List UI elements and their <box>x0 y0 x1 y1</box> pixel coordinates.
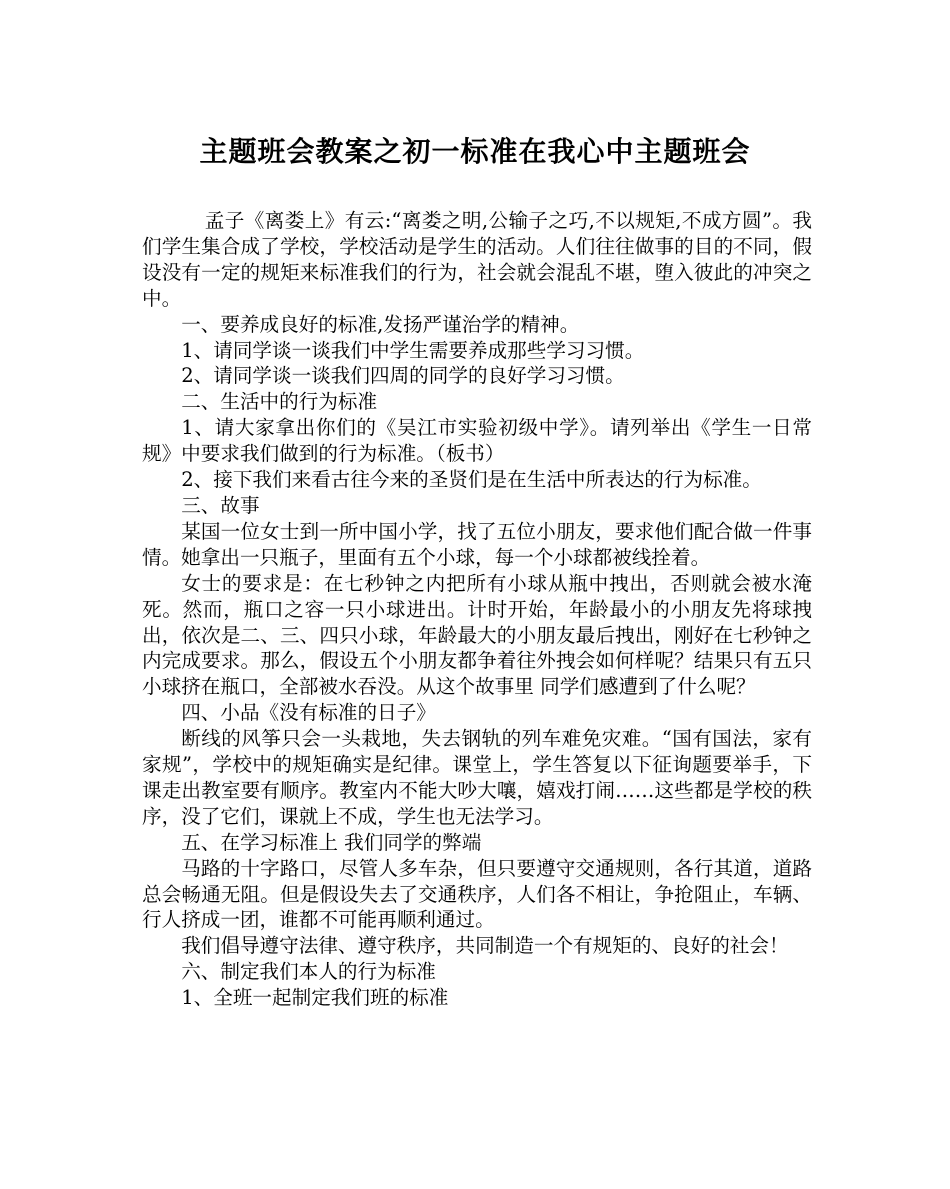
body-paragraph: 某国一位女士到一所中国小学，找了五位小朋友，要求他们配合做一件事情。她拿出一只瓶子，里面有五个小球，每一个小球都被线拴着。 <box>142 519 812 569</box>
document-title: 主题班会教案之初一标准在我心中主题班会 <box>199 135 751 168</box>
list-item: 1、请同学谈一谈我们中学生需要养成那些学习习惯。 <box>181 338 645 362</box>
section-heading-6: 六、制定我们本人的行为标准 <box>181 960 436 984</box>
body-paragraph: 断线的风筝只会一头栽地，失去钢轨的列车难免灾难。“国有国法，家有家规”，学校中的规矩确实是纪律。课堂上，学生答复以下征询题要举手，下课走出教室要有顺序。教室内不能大吵大嚷，嬉戏打闹……这些都是学校的秩序，没了它们，课就上不成，学生也无法学习。 <box>142 727 812 828</box>
section-heading-1: 一、要养成良好的标准,发扬严谨治学的精神。 <box>181 312 580 336</box>
list-item: 2、接下我们来看古往今来的圣贤们是在生活中所表达的行为标准。 <box>181 468 762 492</box>
body-paragraph: 马路的十字路口，尽管人多车杂，但只要遵守交通规则，各行其道，道路总会畅通无阻。但是假设失去了交通秩序，人们各不相让，争抢阻止，车辆、行人挤成一团，谁都不可能再顺利通过。 <box>142 856 812 932</box>
list-item: 1、全班一起制定我们班的标准 <box>181 986 449 1010</box>
body-paragraph: 我们倡导遵守法律、遵守秩序，共同制造一个有规矩的、良好的社会！ <box>181 934 789 958</box>
body-paragraph: 女士的要求是：在七秒钟之内把所有小球从瓶中拽出，否则就会被水淹死。然而，瓶口之容一只小球进出。计时开始，年龄最小的小朋友先将球拽出，依次是二、三、四只小球，年龄最大的小朋友最后拽出，刚好在七秒钟之内完成要求。那么，假设五个小朋友都争着往外拽会如何样呢？结果只有五只小球挤在瓶口，全部被水吞没。从这个故事里 同学们感遭到了什么呢？ <box>142 571 812 699</box>
intro-paragraph: 孟子《离娄上》有云:“离娄之明,公输子之巧,不以规矩,不成方圆”。我们学生集合成了学校，学校活动是学生的活动。人们往往做事的目的不同，假设没有一定的规矩来标准我们的行为，社会就会混乱不堪，堕入彼此的冲突之中。 <box>142 209 812 310</box>
list-item: 1、请大家拿出你们的《吴江市实验初级中学》。请列举出《学生一日常规》中要求我们做到的行为标准。（板书） <box>142 416 812 466</box>
section-heading-5: 五、在学习标准上 我们同学的弊端 <box>181 830 482 854</box>
list-item: 2、请同学谈一谈我们四周的同学的良好学习习惯。 <box>181 364 625 388</box>
document-body <box>142 208 812 1011</box>
section-heading-4: 四、小品《没有标准的日子》 <box>181 701 436 725</box>
section-heading-2: 二、生活中的行为标准 <box>181 390 378 414</box>
section-heading-3: 三、故事 <box>181 493 260 517</box>
